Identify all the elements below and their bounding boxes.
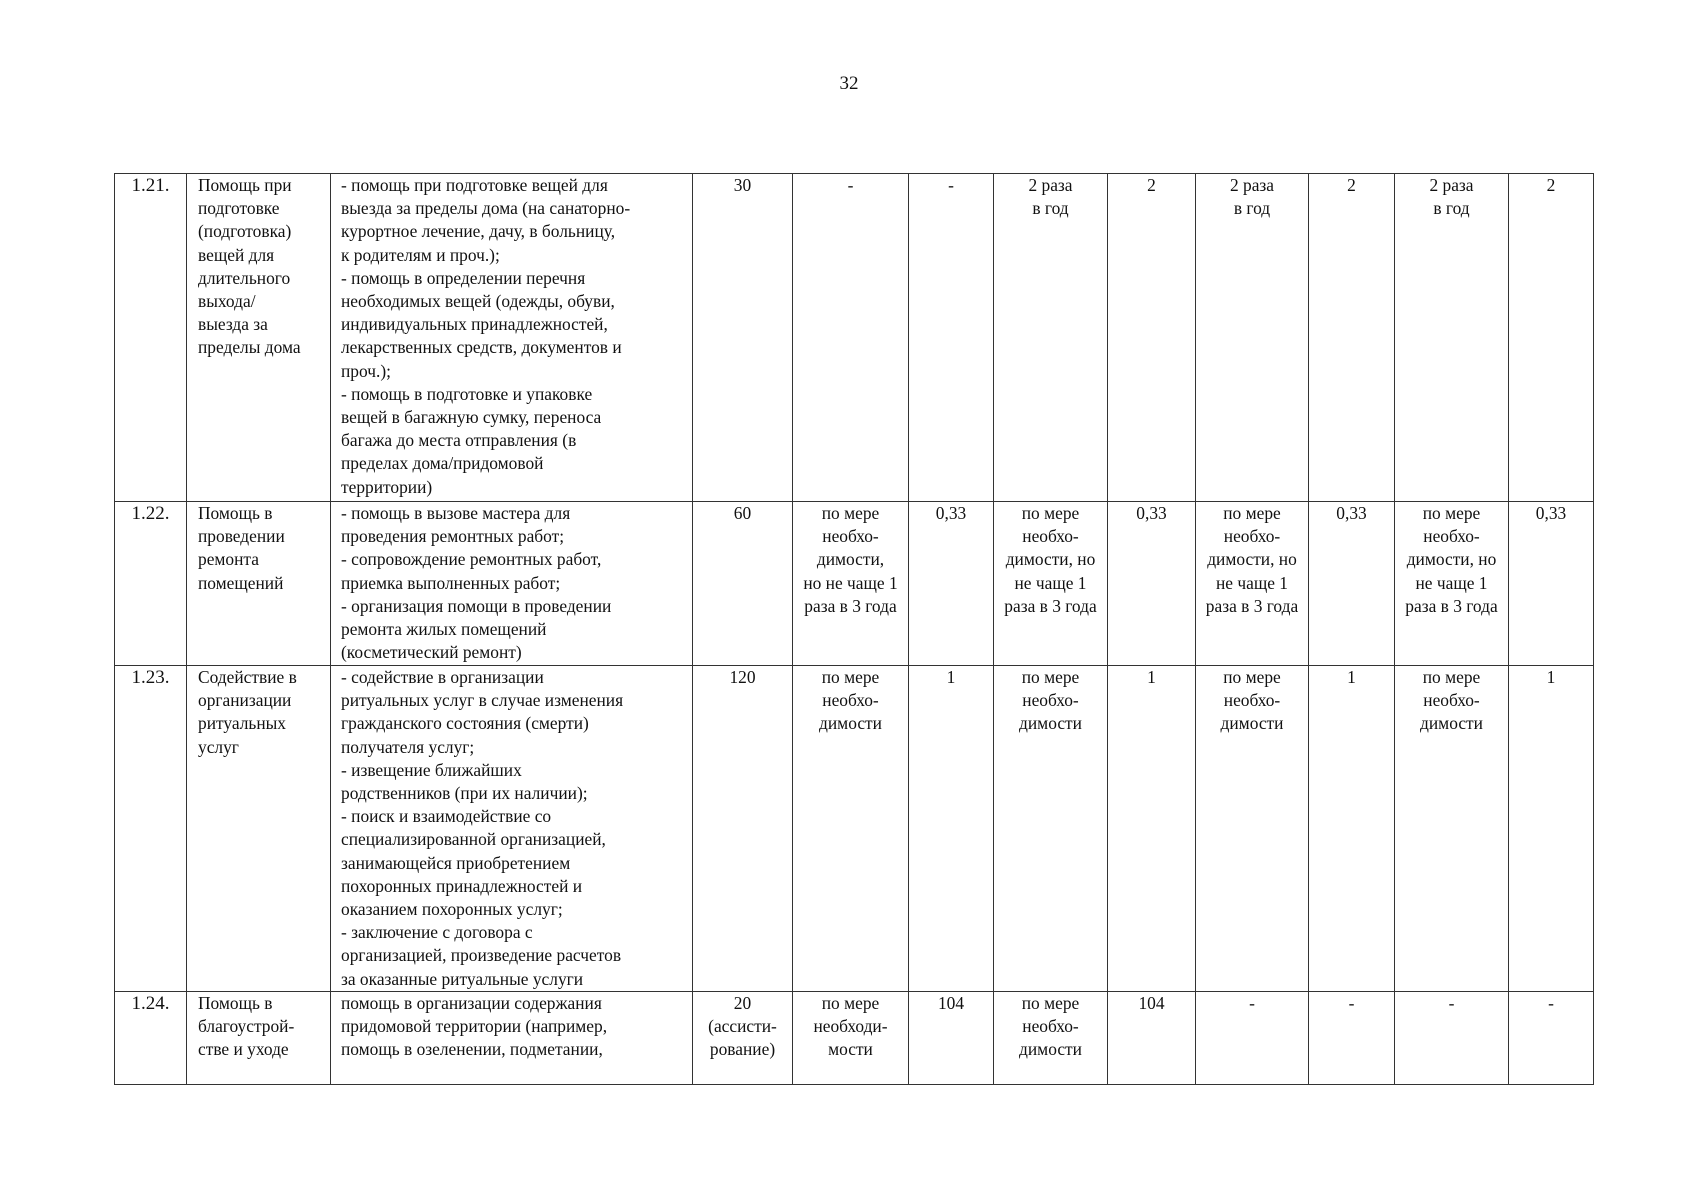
cell-text-line: оказанием похоронных услуг; [341,899,563,920]
cell-text-line: димости, но [1207,549,1297,570]
service-name-cell [187,174,331,502]
cell-text-line: проведения ремонтных работ; [341,526,565,547]
value-cell-2 [793,992,909,1085]
value-cell-5 [1108,992,1196,1085]
cell-text-line: - [948,175,954,195]
cell-text-line: проч.); [341,360,391,381]
cell-text-line: димости [1220,713,1284,734]
cell-text-line: по мере [1422,503,1481,523]
cell-text-line: 2 [1347,175,1356,195]
cell-text-line: - извещение ближайших [341,759,522,780]
cell-text-line: по мере [1422,667,1481,687]
cell-text-line: ритуальных [198,713,287,734]
cell-text-line: помощь в озеленении, подметании, [341,1039,603,1060]
cell-text-line: - [1548,993,1554,1013]
cell-text-line: - помощь в подготовке и упаковке [341,383,593,404]
cell-text-line: - поиск и взаимодействие со [341,806,552,827]
cell-text-line: пределах дома/придомовой [341,453,544,474]
cell-text-line: занимающейся приобретением [341,852,571,873]
cell-text-line: необхо- [1022,690,1079,711]
cell-text: 1.24. [131,993,170,1014]
cell-text-line: - помощь при подготовке вещей для [341,175,608,195]
value-cell-7 [1309,502,1395,666]
cell-text-line: по мере [821,503,880,523]
cell-text-line: Содействие в [198,667,297,687]
cell-text-line: - [1249,993,1255,1013]
cell-text-line: 2 [1546,175,1556,195]
cell-text-line: димости, [816,549,885,570]
cell-text-line: но не чаще 1 [803,572,898,593]
page-number: 32 [839,73,859,94]
cell-text-line: по мере [1223,503,1281,523]
cell-text-line: 0,33 [1336,503,1367,523]
value-cell-6 [1196,992,1309,1085]
cell-text: 1.21. [131,175,170,196]
cell-text-line: не чаще 1 [1216,572,1288,593]
cell-text-line: за оказанные ритуальные услуги [341,968,584,989]
cell-text-line: 1 [1147,667,1156,687]
cell-text-line: 104 [1138,993,1165,1013]
cell-text-line: приемка выполненных работ; [341,572,561,593]
value-cell-9 [1509,666,1594,992]
cell-text-line: курортное лечение, дачу, в больницу, [341,221,616,242]
cell-text-line: - заключение с договора с [341,922,533,943]
cell-text-line: раза в 3 года [1405,595,1498,616]
cell-text-line: родственников (при их наличии); [341,783,588,804]
cell-text-line: организацией, произведение расчетов [341,945,622,966]
cell-text-line: выезда за [198,314,268,335]
table-row [115,502,1594,666]
cell-text-line: организации [198,690,292,711]
cell-text-line: услуг [198,736,239,757]
value-cell-5 [1108,666,1196,992]
cell-text-line: лекарственных средств, документов и [341,337,622,358]
cell-text-line: необхо- [822,690,879,711]
cell-text-line: раза в 3 года [1004,595,1097,616]
cell-text-line: - [847,175,854,195]
cell-text-line: к родителям и проч.); [341,244,500,265]
cell-text-line: 1 [1347,667,1356,687]
cell-text-line: 0,33 [935,503,967,523]
value-cell-9 [1509,174,1594,502]
value-cell-6 [1196,502,1309,666]
table-row [115,992,1594,1085]
cell-text-line: необходи- [813,1016,888,1037]
cell-text-line: благоустрой- [198,1016,295,1037]
cell-text-line: - помощь в вызове мастера для [341,503,571,523]
value-cell-3 [909,666,994,992]
value-cell-8 [1395,992,1509,1085]
cell-text-line: - помощь в определении перечня [341,267,586,288]
cell-text-line: вещей для [198,244,275,265]
value-cell-7 [1309,666,1395,992]
value-cell-6 [1196,174,1309,502]
value-cell-3 [909,502,994,666]
service-description-cell [331,666,693,992]
cell-text-line: 30 [733,175,752,195]
value-cell-1 [693,992,793,1085]
value-cell-8 [1395,174,1509,502]
cell-text-line: не чаще 1 [1415,572,1488,593]
cell-text-line: выхода/ [198,291,256,312]
service-name-cell [187,502,331,666]
value-cell-1 [693,502,793,666]
cell-text-line: по мере [1021,503,1080,523]
cell-text-line: 1 [1546,667,1556,687]
value-cell-9 [1509,502,1594,666]
value-cell-4 [994,666,1108,992]
cell-text-line: 104 [937,993,965,1013]
value-cell-8 [1395,502,1509,666]
cell-text-line: необхо- [1022,526,1079,547]
value-cell-1 [693,174,793,502]
cell-text-line: территории) [341,476,433,497]
cell-text-line: подготовке [198,198,280,219]
cell-text-line: ритуальных услуг в случае изменения [341,690,624,711]
cell-text-line: 2 раза [1028,175,1073,195]
value-cell-8 [1395,666,1509,992]
value-cell-2 [793,666,909,992]
cell-text-line: индивидуальных принадлежностей, [341,314,608,335]
cell-text-line: 1 [946,667,956,687]
cell-text-line: пределы дома [198,337,301,358]
cell-text-line: необхо- [1423,526,1480,547]
cell-text-line: в год [1032,198,1069,219]
cell-text-line: 20 [733,993,752,1013]
service-name-cell [187,666,331,992]
value-cell-5 [1108,502,1196,666]
cell-text-line: придомовой территории (например, [341,1016,608,1037]
row-number-cell [115,992,187,1085]
value-cell-2 [793,174,909,502]
value-cell-3 [909,174,994,502]
value-cell-7 [1309,174,1395,502]
cell-text-line: димости [1420,713,1483,734]
cell-text-line: получателя услуг; [341,736,475,757]
row-number-cell [115,174,187,502]
value-cell-5 [1108,174,1196,502]
value-cell-9 [1509,992,1594,1085]
value-cell-7 [1309,992,1395,1085]
value-cell-6 [1196,666,1309,992]
cell-text-line: в год [1233,198,1271,219]
cell-text-line: стве и уходе [198,1039,289,1060]
cell-text-line: димости [1019,1039,1082,1060]
cell-text-line: по мере [821,993,880,1013]
cell-text-line: 2 [1147,175,1156,195]
table-row [115,666,1594,992]
cell-text-line: - содействие в организации [341,667,544,687]
cell-text-line: по мере [821,667,880,687]
cell-text-line: мости [828,1039,873,1060]
value-cell-2 [793,502,909,666]
cell-text-line: 0,33 [1535,503,1567,523]
cell-text-line: по мере [1021,993,1080,1013]
services-table [114,173,1594,1085]
cell-text-line: вещей в багажную сумку, переноса [341,407,602,428]
cell-text-line: - [1448,993,1455,1013]
service-name-cell [187,992,331,1085]
cell-text-line: выезда за пределы дома (на санаторно- [341,198,631,219]
cell-text-line: димости [1019,713,1082,734]
cell-text-line: (ассисти- [708,1016,777,1037]
value-cell-4 [994,502,1108,666]
table-row [115,174,1594,502]
cell-text-line: Помощь при [198,175,292,195]
service-description-cell [331,502,693,666]
value-cell-4 [994,174,1108,502]
cell-text-line: похоронных принадлежностей и [341,875,583,896]
cell-text-line: необхо- [1423,690,1480,711]
cell-text-line: специализированной организацией, [341,829,606,850]
cell-text-line: проведении [198,526,285,547]
cell-text-line: необхо- [1223,526,1281,547]
cell-text-line: раза в 3 года [804,595,897,616]
cell-text-line: ремонта жилых помещений [341,619,547,640]
cell-text-line: необходимых вещей (одежды, обуви, [341,291,615,312]
cell-text: 1.23. [131,667,170,688]
row-number-cell [115,502,187,666]
value-cell-1 [693,666,793,992]
value-cell-4 [994,992,1108,1085]
cell-text-line: 2 раза [1429,175,1474,195]
cell-text-line: (подготовка) [198,221,292,242]
cell-text-line: длительного [198,267,291,288]
cell-text-line: 0,33 [1136,503,1167,523]
cell-text-line: по мере [1223,667,1281,687]
service-description-cell [331,992,693,1085]
cell-text-line: - сопровождение ремонтных работ, [341,549,602,570]
service-description-cell [331,174,693,502]
cell-text-line: димости [819,713,882,734]
cell-text: 1.22. [131,503,170,524]
cell-text-line: 2 раза [1229,175,1275,195]
cell-text-line: в год [1433,198,1470,219]
table-body [115,174,1594,1085]
cell-text-line: по мере [1021,667,1080,687]
row-number-cell [115,666,187,992]
cell-text-line: 60 [733,503,752,523]
cell-text-line: необхо- [1022,1016,1079,1037]
cell-text-line: не чаще 1 [1014,572,1087,593]
cell-text-line: - [1348,993,1355,1013]
cell-text-line: необхо- [822,526,879,547]
cell-text-line: раза в 3 года [1205,595,1299,616]
cell-text-line: необхо- [1223,690,1281,711]
value-cell-3 [909,992,994,1085]
cell-text-line: помещений [198,572,284,593]
cell-text-line: - организация помощи в проведении [341,595,612,616]
cell-text-line: (косметический ремонт) [341,642,522,663]
cell-text-line: рование) [709,1039,776,1060]
cell-text-line: багажа до места отправления (в [341,430,577,451]
cell-text-line: 120 [729,667,756,687]
cell-text-line: ремонта [198,549,259,570]
cell-text-line: димости, но [1005,549,1096,570]
cell-text-line: Помощь в [198,993,273,1013]
cell-text-line: Помощь в [198,503,273,523]
cell-text-line: помощь в организации содержания [341,993,602,1013]
cell-text-line: димости, но [1406,549,1497,570]
cell-text-line: гражданского состояния (смерти) [341,713,589,734]
